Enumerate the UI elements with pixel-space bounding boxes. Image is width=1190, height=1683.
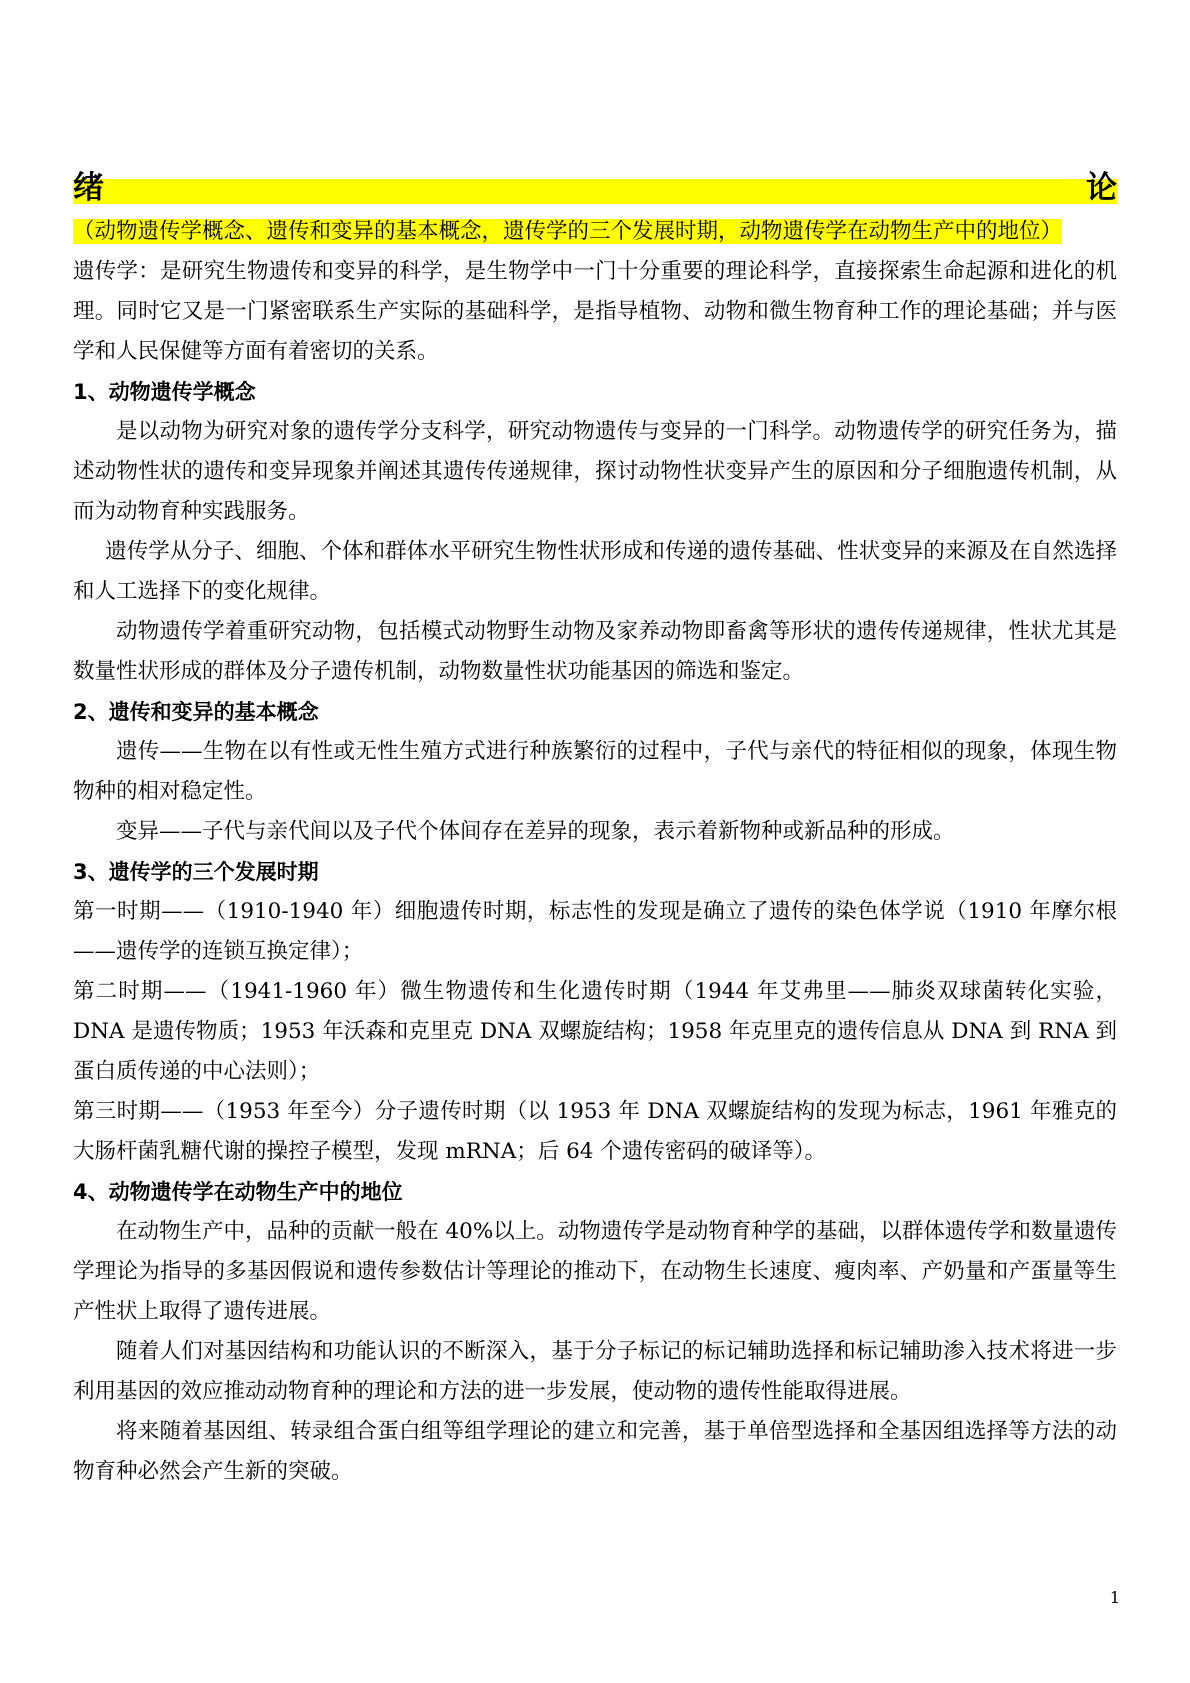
- section3-paragraph-1: 第一时期——（1910-1940 年）细胞遗传时期，标志性的发现是确立了遗传的染色体学说（1910 年摩尔根——遗传学的连锁互换定律）；: [73, 899, 1117, 964]
- intro-paragraph: 遗传学：是研究生物遗传和变异的科学，是生物学中一门十分重要的理论科学，直接探索生命起源和进化的机理。同时它又是一门紧密联系生产实际的基础科学，是指导植物、动物和微生物育种工作的理论基础；并与医学和人民保健等方面有着密切的关系。: [73, 259, 1117, 364]
- section4-paragraph-2: 随着人们对基因结构和功能认识的不断深入，基于分子标记的标记辅助选择和标记辅助渗入技术将进一步利用基因的效应推动动物育种的理论和方法的进一步发展，使动物的遗传性能取得进展。: [73, 1339, 1117, 1404]
- title-subtitle: （动物遗传学概念、遗传和变异的基本概念，遗传学的三个发展时期，动物遗传学在动物生产中的地位）: [73, 219, 1063, 244]
- section2-paragraph-2: 变异——子代与亲代间以及子代个体间存在差异的现象，表示着新物种或新品种的形成。: [116, 819, 955, 844]
- section3-paragraph-2: 第二时期——（1941-1960 年）微生物遗传和生化遗传时期（1944 年艾弗里——肺炎双球菌转化实验，DNA 是遗传物质；1953 年沃森和克里克 DNA 双螺旋结构；1958 年克里克的遗传信息从 DNA 到 RNA 到蛋白质传递的中心法则）；: [73, 979, 1117, 1084]
- document-title: [73, 168, 1117, 252]
- title-main: 绪论: [73, 170, 1117, 206]
- section1-paragraph-3: 动物遗传学着重研究动物，包括模式动物野生动物及家养动物即畜禽等形状的遗传传递规律，性状尤其是数量性状形成的群体及分子遗传机制，动物数量性状功能基因的筛选和鉴定。: [73, 619, 1117, 684]
- section1-paragraph-1: 是以动物为研究对象的遗传学分支科学，研究动物遗传与变异的一门科学。动物遗传学的研究任务为，描述动物性状的遗传和变异现象并阐述其遗传传递规律，探讨动物性状变异产生的原因和分子细胞遗传机制，从而为动物育种实践服务。: [73, 419, 1117, 524]
- page-number: 1: [1109, 1588, 1120, 1607]
- section-heading-4: 4、动物遗传学在动物生产中的地位: [73, 1180, 403, 1204]
- section1-paragraph-2: 遗传学从分子、细胞、个体和群体水平研究生物性状形成和传递的遗传基础、性状变异的来源及在自然选择和人工选择下的变化规律。: [73, 539, 1117, 604]
- section4-paragraph-1: 在动物生产中，品种的贡献一般在 40%以上。动物遗传学是动物育种学的基础，以群体遗传学和数量遗传学理论为指导的多基因假说和遗传参数估计等理论的推动下，在动物生长速度、瘦肉率、产奶量和产蛋量等生产性状上取得了遗传进展。: [73, 1219, 1117, 1324]
- section-heading-1: 1、动物遗传学概念: [73, 380, 256, 404]
- section-heading-2: 2、遗传和变异的基本概念: [73, 700, 319, 724]
- section-heading-3: 3、遗传学的三个发展时期: [73, 860, 319, 884]
- section3-paragraph-3: 第三时期——（1953 年至今）分子遗传时期（以 1953 年 DNA 双螺旋结构的发现为标志，1961 年雅克的大肠杆菌乳糖代谢的操控子模型，发现 mRNA；后 64 个遗传密码的破译等）。: [73, 1099, 1117, 1164]
- section4-paragraph-3: 将来随着基因组、转录组合蛋白组等组学理论的建立和完善，基于单倍型选择和全基因组选择等方法的动物育种必然会产生新的突破。: [73, 1419, 1117, 1484]
- section2-paragraph-1: 遗传——生物在以有性或无性生殖方式进行种族繁衍的过程中，子代与亲代的特征相似的现象，体现生物物种的相对稳定性。: [73, 739, 1117, 804]
- document-body: [73, 168, 1117, 1492]
